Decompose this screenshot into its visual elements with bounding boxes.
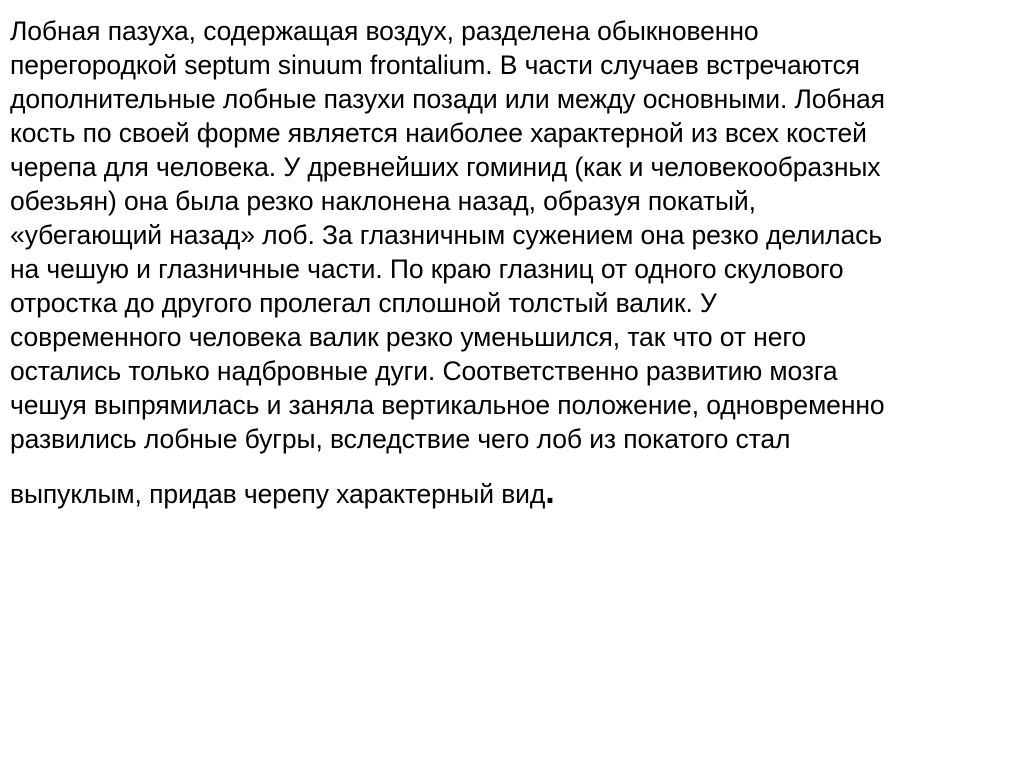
- text-line: остались только надбровные дуги. Соответственно развитию мозга: [10, 356, 838, 386]
- text-line: Лобная пазуха, содержащая воздух, разделена обыкновенно: [10, 16, 759, 46]
- text-line: «убегающий назад» лоб. За глазничным сужением она резко делилась: [10, 220, 883, 250]
- last-line-text: выпуклым, придав черепу характерный вид: [10, 479, 546, 509]
- text-line: кость по своей форме является наиболее характерной из всех костей: [10, 118, 867, 148]
- text-line: отростка до другого пролегал сплошной толстый валик. У: [10, 288, 717, 318]
- body-text: [10, 14, 1014, 511]
- text-line: современного человека валик резко уменьшился, так что от него: [10, 322, 806, 352]
- text-line: черепа для человека. У древнейших гоминид (как и человекообразных: [10, 152, 881, 182]
- text-line: развились лобные бугры, вследствие чего лоб из покатого стал: [10, 424, 791, 454]
- text-line: чешуя выпрямилась и заняла вертикальное положение, одновременно: [10, 390, 885, 420]
- text-line: дополнительные лобные пазухи позади или между основными. Лобная: [10, 84, 885, 114]
- final-period: .: [545, 473, 555, 511]
- text-line: на чешую и глазничные части. По краю глазниц от одного скулового: [10, 254, 844, 284]
- text-line: перегородкой septum sinuum frontalium. В части случаев встречаются: [10, 50, 860, 80]
- text-line-last: [10, 473, 1014, 511]
- text-line: обезьян) она была резко наклонена назад, образуя покатый,: [10, 186, 756, 216]
